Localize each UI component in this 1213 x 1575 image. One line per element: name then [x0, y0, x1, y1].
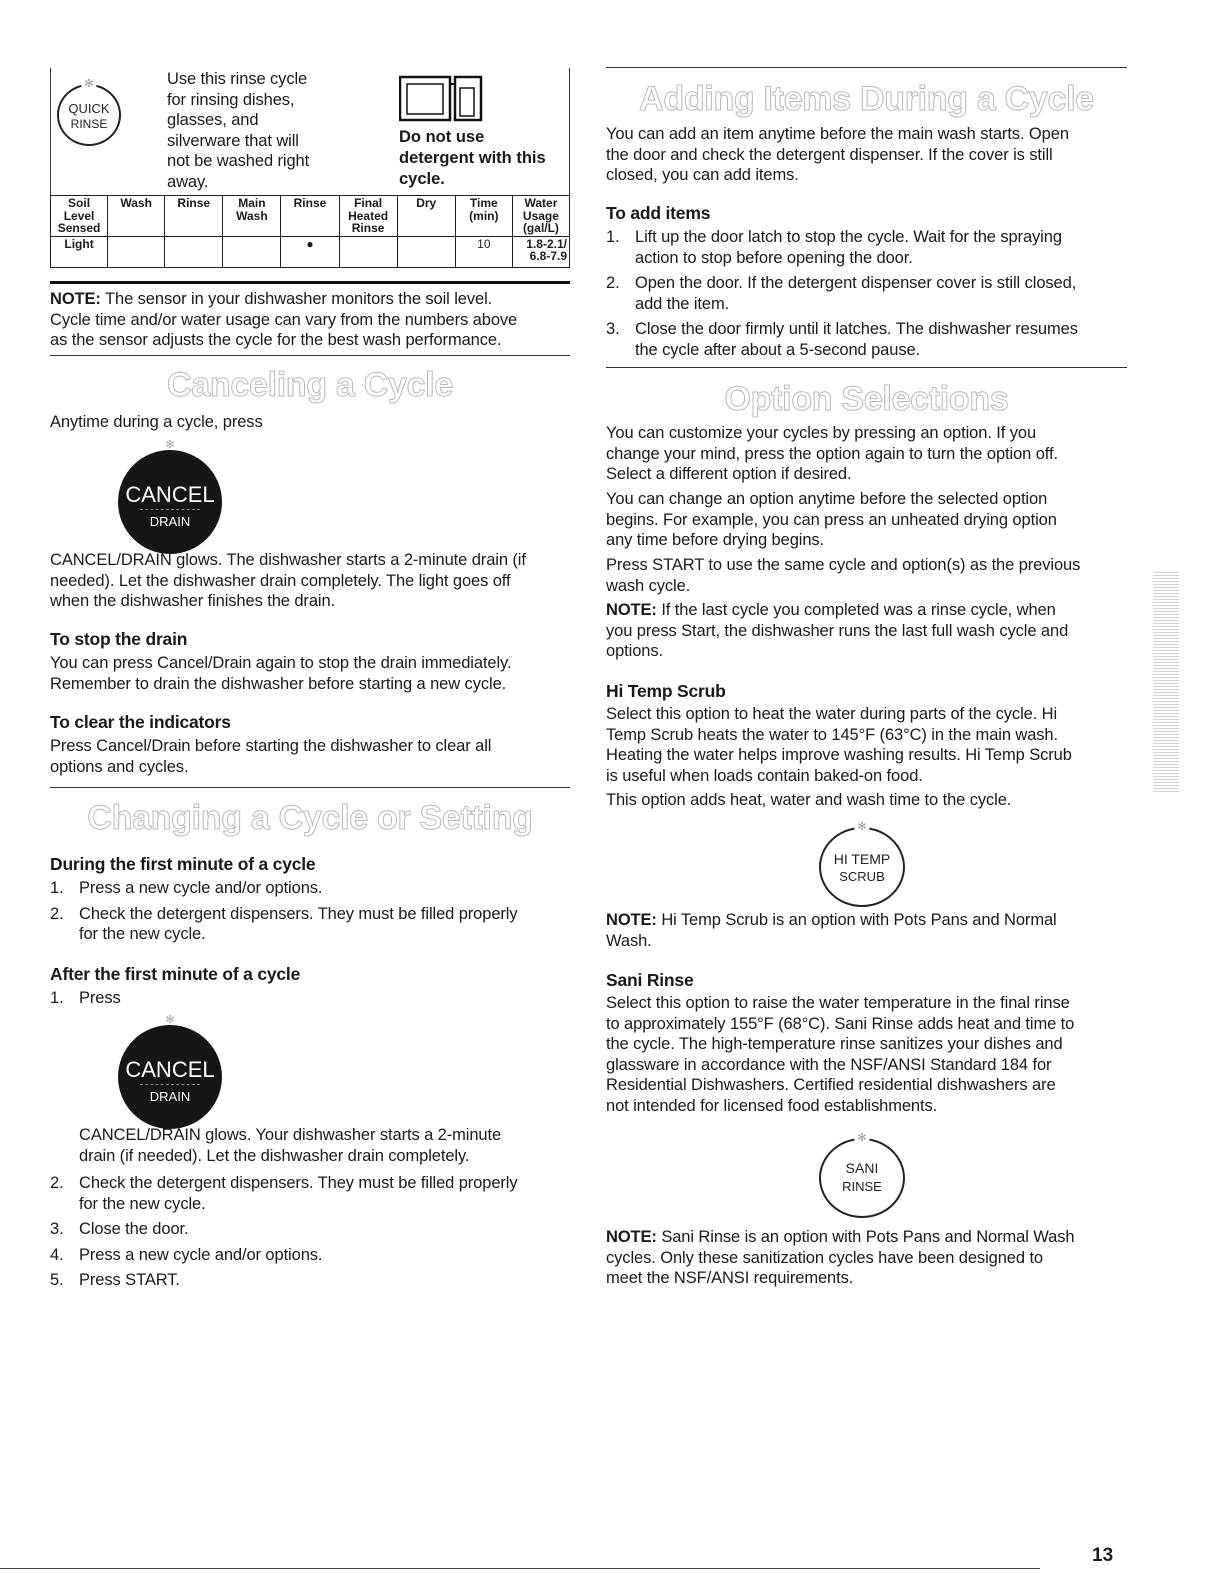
- hi-temp-scrub-button[interactable]: [819, 821, 905, 907]
- quick-rinse-badge: [57, 78, 121, 146]
- text-line: Select a different option if desired.: [606, 465, 852, 483]
- text-line: not intended for licensed food establishments.: [606, 1096, 938, 1115]
- table-header-row: [51, 196, 570, 237]
- cancel-drain-button[interactable]: [118, 439, 222, 554]
- text-line: when the dishwasher finishes the drain.: [50, 592, 336, 610]
- drain-label: DRAIN: [149, 514, 191, 529]
- leaf-icon: ✻: [165, 1014, 175, 1026]
- text-line: to approximately 155°F (68°C). Sani Rinse adds heat and time to: [606, 1014, 1075, 1033]
- adding-intro: [606, 124, 1127, 186]
- description-line: away.: [167, 172, 209, 191]
- note-text: meet the NSF/ANSI requirements.: [606, 1269, 854, 1287]
- leaf-icon: ✻: [854, 820, 869, 834]
- text-line: You can customize your cycles by pressing an option. If you: [606, 424, 1037, 442]
- cancel-label: CANCEL: [125, 482, 215, 507]
- list-item: 2. Check the detergent dispensers. They must be filled properly for the new cycle.: [50, 904, 518, 943]
- options-para-1: [606, 423, 1127, 485]
- cell-soil-level: Light: [51, 236, 108, 267]
- hi-temp-note: [606, 910, 1127, 951]
- note-text: Hi Temp Scrub is an option with Pots Pans and Normal: [656, 911, 1057, 929]
- detergent-dispenser-icon: [399, 74, 484, 124]
- options-title: Option Selections: [724, 380, 1009, 418]
- note-text: cycles. Only these sanitization cycles have been designed to: [606, 1248, 1044, 1267]
- note-label: NOTE:: [606, 1228, 657, 1246]
- note-text: Wash.: [606, 931, 652, 950]
- soil-sensor-note: [50, 289, 570, 351]
- text-line: Press Cancel/Drain before starting the dishwasher to clear all: [50, 737, 492, 755]
- text-line: change your mind, press the option again to turn the option off.: [606, 444, 1058, 463]
- text-line: Residential Dishwashers. Certified residential dishwashers are: [606, 1076, 1056, 1094]
- text-line: Press START to use the same cycle and option(s) as the previous: [606, 556, 1081, 574]
- page-number: 13: [1092, 1545, 1114, 1566]
- note-text: as the sensor adjusts the cycle for the best wash performance.: [50, 331, 502, 349]
- cell-main-wash: [223, 236, 281, 267]
- sani-rinse-button[interactable]: [819, 1132, 905, 1218]
- leaf-icon: ✻: [81, 77, 96, 91]
- list-item: 1. Lift up the door latch to stop the cycle. Wait for the spraying action to stop before opening the door.: [606, 228, 1062, 267]
- canceling-intro: Anytime during a cycle, press: [50, 413, 263, 431]
- stop-drain-heading: To stop the drain: [50, 629, 188, 649]
- step-text: Press: [79, 989, 121, 1007]
- after-step-1-text: [79, 1125, 570, 1166]
- section-divider: [606, 67, 1127, 68]
- text-line: options and cycles.: [50, 757, 189, 776]
- sani-rinse-text: [606, 993, 1127, 1116]
- after-step-1: [50, 988, 121, 1009]
- drain-label: DRAIN: [149, 1089, 191, 1104]
- adding-title: Adding Items During a Cycle: [639, 80, 1094, 118]
- box-right-border: [569, 68, 570, 196]
- description-line: Use this rinse cycle: [167, 70, 308, 88]
- note-text: you press Start, the dishwasher runs the last full wash cycle and: [606, 621, 1069, 640]
- badge-divider: [140, 1084, 200, 1085]
- clear-indicators-heading: To clear the indicators: [50, 712, 231, 732]
- description-line: glasses, and: [167, 111, 259, 129]
- leaf-icon: ✻: [854, 1131, 869, 1145]
- badge-top-text: QUICK: [68, 101, 110, 116]
- badge-bottom-text: SCRUB: [839, 869, 885, 884]
- text-line: glassware in accordance with the NSF/ANSI Standard 184 for: [606, 1055, 1052, 1074]
- text-line: any time before drying begins.: [606, 531, 825, 549]
- header-soil-level: Soil Level Sensed: [51, 196, 108, 237]
- header-time: Time (min): [455, 196, 512, 237]
- add-items-steps: [606, 227, 1127, 360]
- table-bottom-rule: [50, 281, 570, 284]
- note-label: NOTE:: [50, 290, 101, 308]
- hi-temp-heading: Hi Temp Scrub: [606, 681, 726, 701]
- list-item: 3. Close the door firmly until it latches. The dishwasher resumes the cycle after about a 5-second pause.: [606, 320, 1078, 359]
- description-line: for rinsing dishes,: [167, 90, 295, 109]
- cell-wash: [108, 236, 165, 267]
- quick-rinse-description: [167, 69, 367, 192]
- note-text: The sensor in your dishwasher monitors the soil level.: [100, 290, 493, 308]
- clear-indicators-text: [50, 736, 570, 777]
- header-main-wash: Main Wash: [223, 196, 281, 237]
- text-line: Select this option to heat the water during parts of the cycle. Hi: [606, 705, 1058, 723]
- text-line: is useful when loads contain baked-on food.: [606, 766, 923, 785]
- after-minute-heading: After the first minute of a cycle: [50, 964, 301, 984]
- badge-bottom-text: RINSE: [70, 117, 108, 131]
- cell-rinse: [165, 236, 223, 267]
- cycle-table: [50, 195, 570, 268]
- text-line: You can change an option anytime before the selected option: [606, 490, 1048, 508]
- box-left-border: [50, 68, 51, 196]
- text-line: Select this option to raise the water temperature in the final rinse: [606, 994, 1070, 1012]
- list-item: 1. Press a new cycle and/or options.: [50, 879, 323, 897]
- section-divider: [606, 367, 1127, 368]
- description-line: not be washed right: [167, 152, 310, 170]
- text-line: closed, you can add items.: [606, 166, 799, 184]
- note-label: NOTE:: [606, 601, 657, 619]
- note-text: If the last cycle you completed was a rinse cycle, when: [656, 601, 1056, 619]
- cell-dry: [397, 236, 455, 267]
- note-text: options.: [606, 642, 663, 660]
- after-minute-steps: [50, 1173, 570, 1291]
- description-line: silverware that will: [167, 131, 299, 150]
- sani-rinse-note: [606, 1227, 1127, 1289]
- section-divider: [50, 355, 570, 356]
- cancel-label: CANCEL: [125, 1057, 215, 1082]
- options-note: [606, 600, 1127, 662]
- hi-temp-text: [606, 704, 1127, 786]
- text-line: wash cycle.: [606, 576, 691, 595]
- text-line: needed). Let the dishwasher drain completely. The light goes off: [50, 571, 511, 590]
- canceling-title: Canceling a Cycle: [167, 366, 453, 404]
- text-line: begins. For example, you can press an unheated drying option: [606, 510, 1057, 529]
- first-minute-steps: [50, 878, 570, 945]
- hi-temp-text-2: This option adds heat, water and wash time to the cycle.: [606, 791, 1012, 809]
- list-item: 4. Press a new cycle and/or options.: [50, 1245, 323, 1264]
- list-item: 2. Check the detergent dispensers. They must be filled properly for the new cycle.: [50, 1174, 518, 1213]
- text-line: Temp Scrub heats the water to 145°F (63°C) in the main wash.: [606, 725, 1058, 744]
- stop-drain-text: [50, 653, 570, 694]
- side-tab-marker: [1153, 572, 1179, 794]
- list-item: 5. Press START.: [50, 1271, 180, 1289]
- cell-time: 10: [455, 236, 512, 267]
- list-item: 3. Close the door.: [50, 1220, 189, 1238]
- options-para-2: [606, 489, 1127, 551]
- badge-divider: [140, 509, 200, 510]
- section-divider: [50, 787, 570, 788]
- text-line: CANCEL/DRAIN glows. Your dishwasher starts a 2-minute: [79, 1126, 502, 1144]
- badge-top-text: SANI: [845, 1160, 879, 1176]
- list-item: 2. Open the door. If the detergent dispenser cover is still closed, add the item.: [606, 274, 1077, 313]
- text-line: You can add an item anytime before the main wash starts. Open: [606, 125, 1069, 143]
- table-row: [51, 236, 570, 267]
- detergent-warning: [399, 127, 569, 190]
- text-line: the cycle. The high-temperature rinse sanitizes your dishes and: [606, 1035, 1063, 1053]
- badge-bottom-text: RINSE: [842, 1179, 882, 1194]
- header-water-usage: Water Usage (gal/L): [512, 196, 569, 237]
- cell-rinse-2: ●: [281, 236, 339, 267]
- text-line: drain (if needed). Let the dishwasher drain completely.: [79, 1146, 470, 1165]
- page-bottom-edge: [0, 1568, 1040, 1569]
- header-dry: Dry: [397, 196, 455, 237]
- text-line: the door and check the detergent dispenser. If the cover is still: [606, 145, 1053, 164]
- step-number: 1.: [50, 989, 64, 1007]
- header-rinse-2: Rinse: [281, 196, 339, 237]
- options-para-3: [606, 555, 1127, 596]
- note-label: NOTE:: [606, 911, 657, 929]
- cell-water-usage: 1.8-2.1/ 6.8-7.9: [512, 236, 569, 267]
- leaf-icon: ✻: [165, 439, 175, 451]
- warning-line: cycle.: [399, 170, 445, 188]
- cancel-drain-button[interactable]: [118, 1014, 222, 1129]
- header-final-heated-rinse: Final Heated Rinse: [339, 196, 397, 237]
- badge-top-text: HI TEMP: [833, 851, 891, 867]
- note-text: Sani Rinse is an option with Pots Pans and Normal Wash: [656, 1228, 1075, 1246]
- header-wash: Wash: [108, 196, 165, 237]
- note-text: Cycle time and/or water usage can vary from the numbers above: [50, 310, 518, 329]
- text-line: Remember to drain the dishwasher before starting a new cycle.: [50, 674, 507, 693]
- text-line: Heating the water helps improve washing results. Hi Temp Scrub: [606, 746, 1072, 764]
- text-line: CANCEL/DRAIN glows. The dishwasher starts a 2-minute drain (if: [50, 551, 526, 569]
- changing-title: Changing a Cycle or Setting: [87, 799, 533, 837]
- first-minute-heading: During the first minute of a cycle: [50, 854, 316, 874]
- add-items-heading: To add items: [606, 203, 711, 223]
- header-rinse: Rinse: [165, 196, 223, 237]
- cancel-explanation: [50, 550, 570, 612]
- warning-line: Do not use: [399, 128, 485, 146]
- sani-rinse-heading: Sani Rinse: [606, 970, 694, 990]
- cell-final-heated-rinse: [339, 236, 397, 267]
- warning-line: detergent with this: [399, 149, 546, 167]
- text-line: You can press Cancel/Drain again to stop the drain immediately.: [50, 654, 512, 672]
